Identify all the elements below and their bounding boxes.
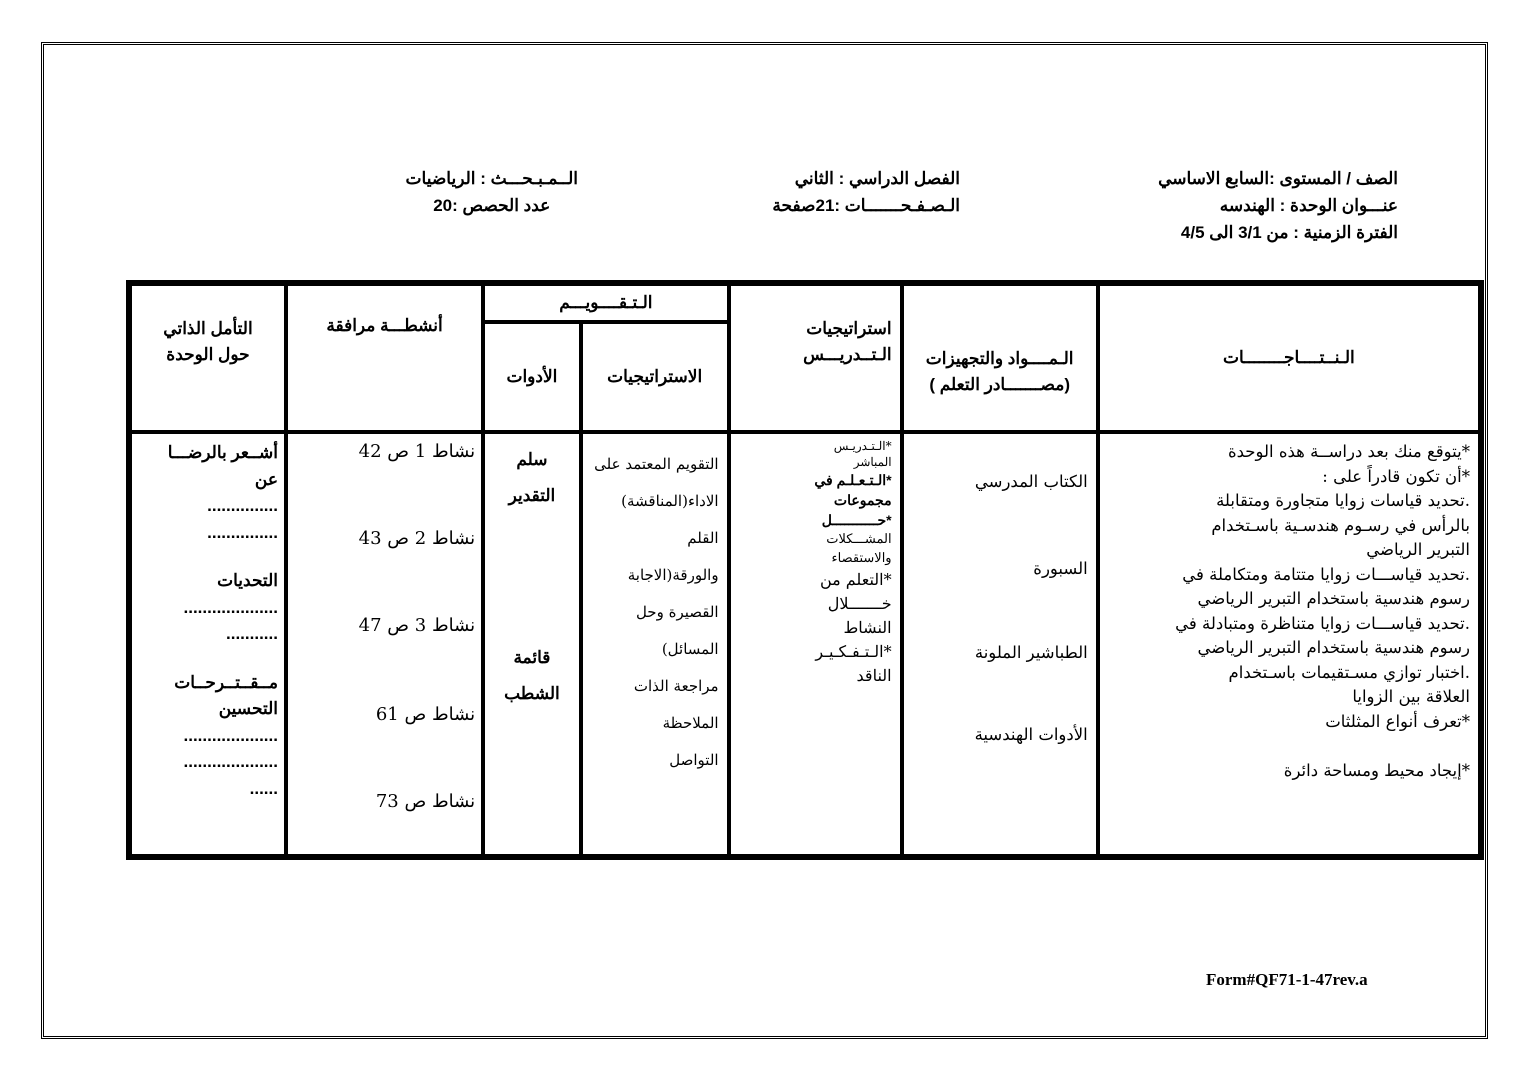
header-left: [406, 165, 578, 219]
outcome-line: رسوم هندسية باستخدام التبرير الرياضي: [1197, 589, 1470, 608]
reflection-line: ...............: [207, 496, 278, 515]
header-teaching-strategies: [729, 284, 902, 432]
eval-strategy-line: الاداء(المناقشة): [621, 492, 719, 510]
outcomes-header-label: الـنــتــــاجــــــــات: [1223, 348, 1355, 367]
teaching-strategies-header-label: استراتيجيات الـتــدريـــس: [803, 319, 892, 364]
outcome-line: .تحديد قياسات زوايا متجاورة ومتقابلة: [1216, 491, 1470, 510]
outcome-line: العلاقة بين الزوايا: [1352, 687, 1470, 706]
activities-cell: [286, 432, 483, 856]
outcome-line: بالرأس في رسـوم هندسـية باسـتخدام: [1211, 515, 1470, 535]
eval-strategy-line: القلم: [687, 529, 719, 547]
outcome-line: *تعرف أنواع المثلثات: [1325, 711, 1470, 731]
teaching-strategy-line: خـــــــلال: [827, 594, 892, 613]
eval-strategy-line: المسائل): [661, 640, 719, 658]
activities-header-label: أنشطـــة مرافقة: [326, 316, 443, 335]
outcome-line: *أن تكون قادراً على :: [1322, 466, 1470, 486]
reflection-line: ....................: [183, 725, 278, 745]
outcome-line: رسوم هندسية باستخدام التبرير الرياضي: [1197, 638, 1470, 657]
eval-tools-cell: [483, 432, 581, 856]
activity-item: نشاط 1 ص 42: [358, 441, 476, 462]
eval-tool-line: التقدير: [508, 486, 556, 505]
eval-tool-line: سلم: [516, 450, 548, 469]
reflection-line: أشــعر بالرضـــا: [167, 443, 278, 462]
material-item: الطباشير الملونة: [974, 643, 1088, 662]
header-outcomes: [1098, 284, 1480, 432]
activity-item: نشاط 2 ص 43: [358, 528, 476, 549]
reflection-line: التحديات: [217, 571, 278, 590]
subject: الــمـبـحـــث : الرياضيات: [405, 169, 578, 188]
outcome-line: .تحديد قياســـات زوايا متناظرة ومتبادلة في: [1175, 613, 1470, 633]
eval-strategy-line: مراجعة الذات: [633, 677, 719, 695]
reflection-line: مــقــتــرحــات: [174, 672, 278, 692]
reflection-line: ...............: [207, 522, 278, 542]
teaching-strategy-line: *الـتـعـلـم في: [814, 472, 892, 488]
activity-item: نشاط ص 61: [375, 704, 476, 725]
outcome-line: *يتوقع منك بعد دراســة هذه الوحدة: [1227, 442, 1470, 461]
teaching-strategy-line: *حـــــــــــل: [821, 512, 892, 528]
header-eval-tools: [483, 322, 581, 432]
page-count: الـصـفـحـــــــات :21صفحة: [772, 196, 960, 215]
header-eval-strategies: [581, 322, 729, 432]
teaching-strategy-line: المشـــكلات: [826, 532, 892, 547]
header-evaluation: [483, 284, 728, 322]
time-period: الفترة الزمنية : من 3/1 الى 4/5: [1180, 223, 1398, 242]
reflection-header-label: التأمل الذاتي حول الوحدة: [163, 319, 253, 364]
unit-plan-table: [126, 280, 1484, 860]
grade-level: الصف / المستوى :السابع الاساسي: [1158, 169, 1398, 188]
outcomes-cell: [1098, 432, 1480, 856]
teaching-strategy-line: النشاط: [843, 618, 892, 637]
eval-strategy-line: التقويم المعتمد على: [594, 455, 719, 473]
outcome-line: .تحديد قياســـات زوايا متتامة ومتكاملة في: [1182, 564, 1470, 584]
teaching-strategies-cell: [729, 432, 902, 856]
reflection-line: عن: [254, 469, 278, 489]
teaching-strategy-line: *التعلم من: [819, 570, 892, 589]
teaching-strategy-line: *الـتـدريـس: [833, 439, 892, 453]
activity-item: نشاط 3 ص 47: [358, 615, 476, 636]
header-right: [1158, 165, 1398, 246]
teaching-strategy-line: مجموعات: [833, 492, 892, 508]
activity-item: نشاط ص 73: [375, 791, 476, 812]
header-reflection: [130, 284, 286, 432]
teaching-strategy-line: والاستقصاء: [831, 551, 892, 566]
teaching-strategy-line: *الـتـفـكـيـر: [815, 642, 892, 661]
eval-tool-line: قائمة: [513, 648, 551, 667]
reflection-line: ......: [249, 778, 278, 798]
reflection-line: ....................: [183, 597, 278, 617]
material-item: الكتاب المدرسي: [974, 472, 1088, 491]
materials-header-label: الـمــــواد والتجهيزات (مصـــــــادر التعلم ): [925, 349, 1074, 394]
outcome-line: .اختبار توازي مسـتقيمات باسـتخدام: [1228, 662, 1470, 682]
outcome-line: *إيجاد محيط ومساحة دائرة: [1283, 760, 1470, 780]
material-item: السبورة: [1033, 559, 1088, 578]
reflection-cell: [130, 432, 286, 856]
eval-strategies-cell: [581, 432, 729, 856]
teaching-strategy-line: المباشر: [853, 455, 892, 469]
eval-strategy-line: الملاحظة: [662, 714, 719, 732]
material-item: الأدوات الهندسية: [974, 725, 1088, 744]
eval-tool-line: الشطب: [504, 684, 560, 703]
lesson-count: عدد الحصص :20: [433, 196, 551, 215]
eval-strategy-line: والورقة(الاجابة: [627, 566, 719, 584]
reflection-line: ....................: [183, 752, 278, 771]
unit-title: عنـــوان الوحدة : الهندسه: [1219, 196, 1398, 215]
eval-tools-header-label: الأدوات: [506, 367, 558, 386]
header-middle: [772, 165, 960, 219]
eval-strategies-header-label: الاستراتيجيات: [607, 367, 703, 386]
outcome-line: التبرير الرياضي: [1366, 540, 1470, 559]
form-id: Form#QF71-1-47rev.a: [1206, 970, 1368, 989]
outcome-line: [1106, 734, 1470, 759]
eval-strategy-line: التواصل: [669, 751, 719, 769]
teaching-strategy-line: الناقد: [856, 666, 892, 685]
materials-cell: [902, 432, 1098, 856]
reflection-line: ...........: [226, 624, 278, 643]
reflection-line: التحسين: [218, 699, 278, 718]
semester: الفصل الدراسي : الثاني: [794, 169, 960, 188]
header-materials: [902, 284, 1098, 432]
evaluation-header-label: الـتـقــــويـــم: [559, 293, 653, 312]
header-activities: [286, 284, 483, 432]
eval-strategy-line: القصيرة وحل: [635, 603, 719, 621]
